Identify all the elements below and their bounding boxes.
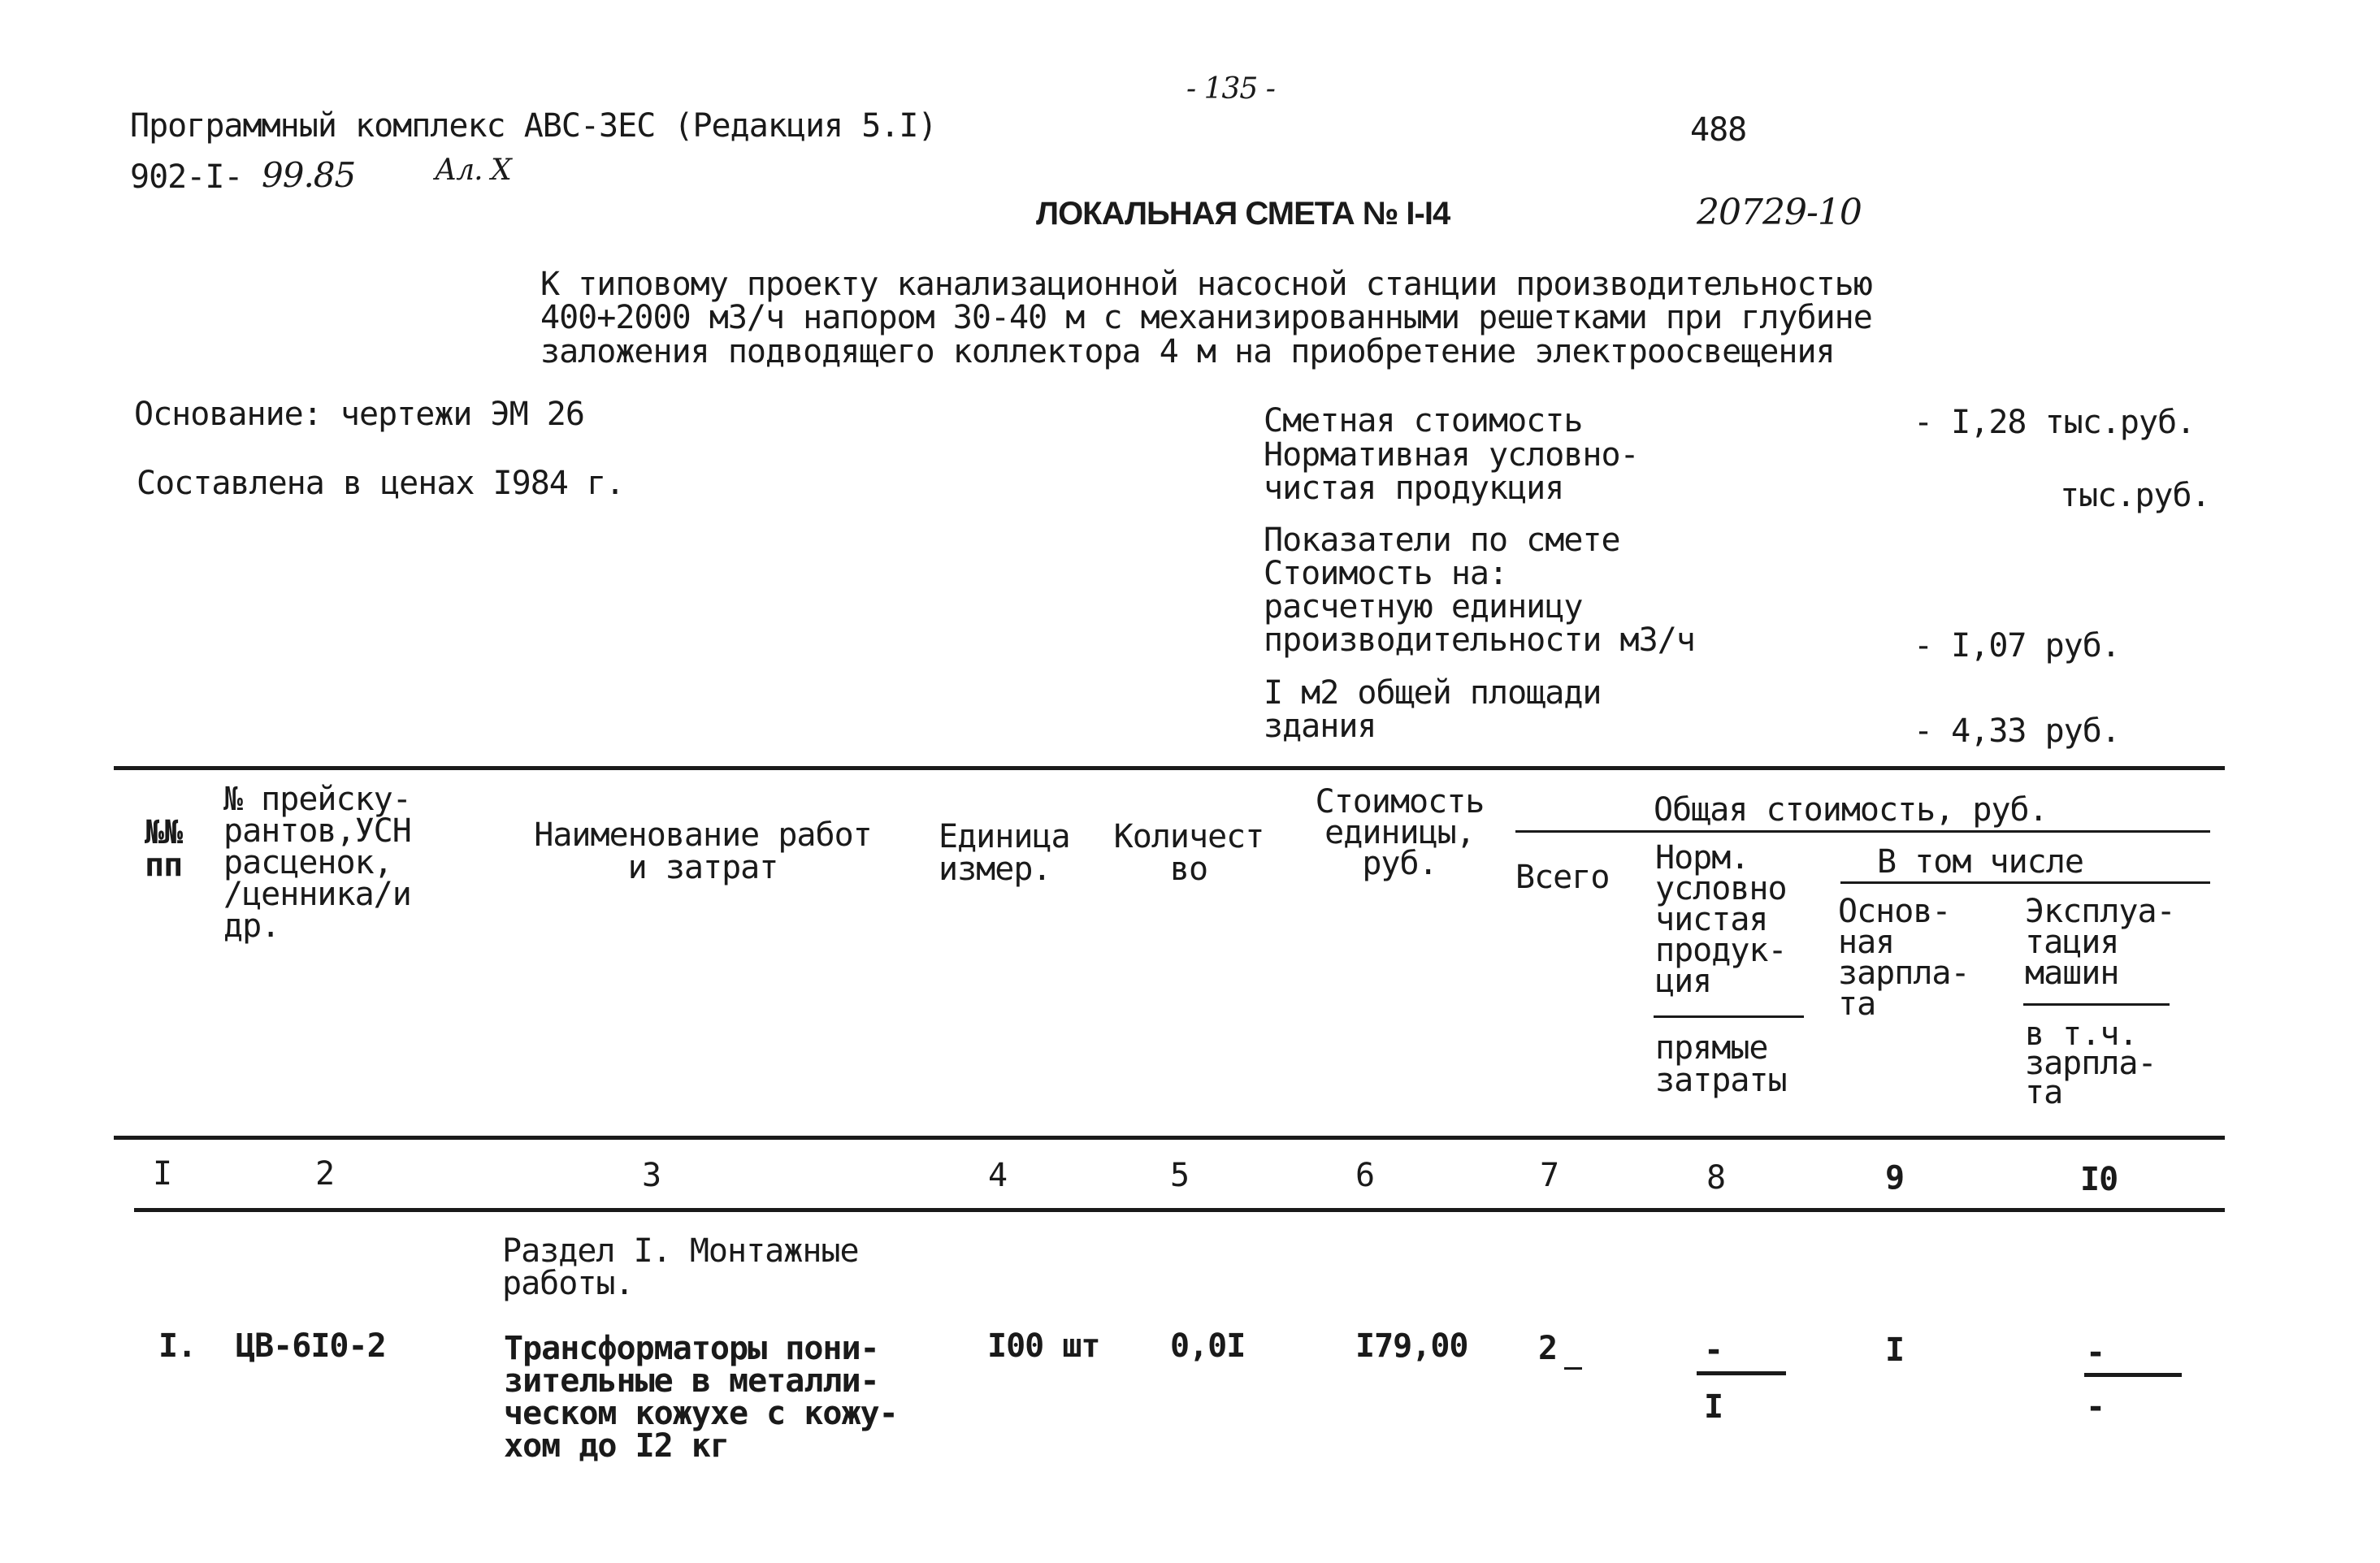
document-title: ЛОКАЛЬНАЯ СМЕТА № I-I4: [1036, 196, 1450, 232]
unit-value: - I,07 руб.: [1914, 627, 2120, 665]
row-total: 2: [1538, 1330, 1558, 1367]
column-number-5: 5: [1170, 1157, 1190, 1194]
header-bottom-rule: [114, 1136, 2225, 1140]
header-col10-top: Эксплуа- тация машин: [2025, 893, 2175, 992]
column-number-3: 3: [642, 1157, 661, 1194]
row-item-name: Трансформаторы пони- зительные в металли- ческом кожухе с кожу- хом до I2 кг: [504, 1330, 898, 1465]
area-label-2: здания: [1264, 708, 1376, 745]
row-price-code: ЦВ-6I0-2: [236, 1327, 386, 1365]
description-line-2: 400+2000 м3/ч напором 30-40 м с механизированными решетками при глубине: [540, 299, 1872, 336]
area-label-1: I м2 общей площади: [1264, 674, 1602, 712]
header-col6: Стоимость единицы, руб.: [1315, 783, 1485, 882]
row-quantity: 0,0I: [1170, 1327, 1246, 1365]
row-total-dash: [1564, 1367, 1582, 1370]
row-machines-bottom: -: [2086, 1388, 2105, 1426]
section-title: Раздел I. Монтажные работы.: [502, 1232, 859, 1302]
row-machines-rule: [2084, 1373, 2182, 1377]
doc-code-handwritten: 99.85: [262, 155, 356, 195]
description-line-1: К типовому проекту канализационной насосной станции производительностью: [540, 266, 1872, 303]
norm-split-rule: [1654, 1015, 1804, 1018]
unit-label-1: расчетную единицу: [1264, 588, 1583, 626]
estimated-cost-label: Сметная стоимость: [1264, 402, 1583, 439]
program-name: Программный комплекс АВС-ЗЕС (Редакция 5.I): [130, 107, 937, 145]
normative-label-2: чистая продукция: [1264, 470, 1564, 507]
sheet-number: 488: [1690, 111, 1747, 149]
header-col7: Всего: [1515, 859, 1610, 896]
column-number-9: 9: [1885, 1159, 1905, 1197]
header-col3: Наименование работ и затрат: [534, 816, 872, 886]
header-col8-top: Норм. условно чистая продук- ция: [1655, 839, 1787, 1000]
description-line-3: заложения подводящего коллектора 4 м на приобретение электроосвещения: [540, 333, 1835, 370]
indicators-label: Показатели по смете: [1264, 522, 1620, 559]
column-number-2: 2: [315, 1155, 335, 1193]
including-rule: [1840, 881, 2210, 884]
column-number-4: 4: [988, 1157, 1008, 1194]
doc-code: 902-I-: [130, 158, 243, 196]
cost-on-label: Стоимость на:: [1264, 555, 1508, 592]
prices-year: Составлена в ценах I984 г.: [137, 465, 625, 502]
archive-number: 20729-10: [1697, 192, 1862, 233]
row-salary: I: [1885, 1331, 1905, 1369]
album-handwritten: Ал. X: [435, 154, 511, 187]
row-unit: I00 шт: [987, 1327, 1100, 1365]
table-top-rule: [114, 766, 2225, 770]
header-col9: Основ- ная зарпла- та: [1838, 893, 1970, 1023]
column-number-8: 8: [1706, 1159, 1726, 1197]
header-col10-bottom: в т.ч. зарпла- та: [2025, 1015, 2157, 1111]
unit-label-2: производительности м3/ч: [1264, 621, 1695, 659]
estimated-cost-value: - I,28 тыс.руб.: [1914, 404, 2196, 441]
row-norm-bottom: I: [1704, 1388, 1723, 1426]
area-value: - 4,33 руб.: [1914, 712, 2120, 750]
header-col5: Количест во: [1113, 818, 1264, 888]
header-col2: № прейску- рантов,УСН расценок, /ценника/и др.: [223, 781, 411, 945]
row-number: I.: [158, 1327, 197, 1365]
page-number-handwritten: - 135 -: [1186, 72, 1275, 106]
header-col8-bottom: прямые затраты: [1655, 1029, 1787, 1099]
column-number-1: I: [153, 1155, 172, 1193]
total-cost-rule: [1515, 830, 2210, 833]
normative-label-1: Нормативная условно-: [1264, 436, 1639, 474]
header-col1: №№ пп: [145, 814, 183, 884]
header-total-cost: Общая стоимость, руб.: [1654, 791, 2048, 829]
column-number-6: 6: [1355, 1157, 1375, 1194]
row-machines-top: -: [2086, 1334, 2105, 1371]
row-norm-rule: [1697, 1371, 1786, 1375]
row-norm-top: -: [1704, 1331, 1723, 1369]
column-numbers-rule: [134, 1208, 2225, 1212]
header-col4: Единица измер.: [939, 818, 1070, 888]
column-number-7: 7: [1540, 1157, 1559, 1194]
row-unit-cost: I79,00: [1355, 1327, 1468, 1365]
column-number-10: I0: [2080, 1161, 2118, 1198]
normative-value: тыс.руб.: [2060, 477, 2210, 514]
header-including: В том числе: [1877, 843, 2083, 881]
basis: Основание: чертежи ЭМ 26: [134, 396, 584, 433]
machines-split-rule: [2023, 1003, 2170, 1006]
